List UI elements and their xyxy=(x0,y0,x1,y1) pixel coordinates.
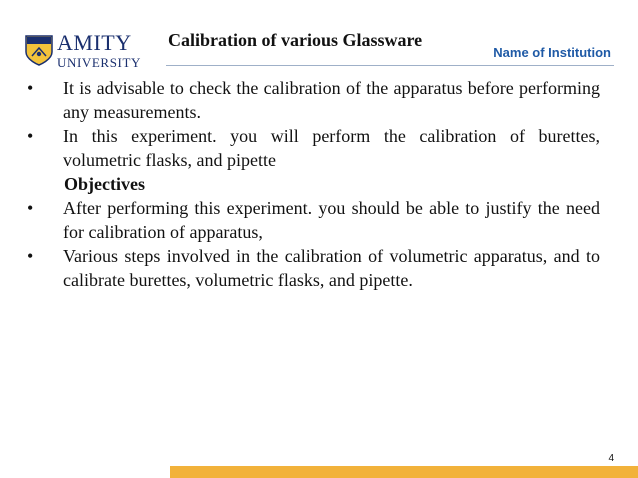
bullet-item xyxy=(26,196,600,244)
bullet-text: Various steps involved in the calibration of volumetric apparatus, and to calibrate burettes, volumetric flasks, and pipette. xyxy=(63,246,600,290)
bullet-item xyxy=(26,244,600,292)
objectives-heading: Objectives xyxy=(64,174,145,194)
institution-name: Name of Institution xyxy=(493,45,611,60)
bullet-item xyxy=(26,76,600,124)
amity-crest-icon xyxy=(24,34,54,66)
bullet-text: In this experiment. you will perform the calibration of burettes, volumetric flasks, and pipette xyxy=(63,126,600,170)
logo-sub-text: UNIVERSITY xyxy=(57,55,141,70)
bullet-icon: • xyxy=(27,198,34,218)
bullet-icon: • xyxy=(27,246,34,266)
logo-text xyxy=(57,32,141,69)
bullet-icon: • xyxy=(27,78,34,98)
bullet-text: It is advisable to check the calibration of the apparatus before performing any measurements. xyxy=(63,78,600,122)
logo-main-text: AMITY xyxy=(57,30,132,55)
bullet-item xyxy=(26,124,600,172)
bullet-icon: • xyxy=(27,126,34,146)
bullet-text: After performing this experiment. you should be able to justify the need for calibration of apparatus, xyxy=(63,198,600,242)
page-number: 4 xyxy=(608,453,614,464)
slide-title: Calibration of various Glassware xyxy=(168,30,423,50)
footer-accent-bar xyxy=(170,466,638,478)
slide-body xyxy=(26,76,600,292)
header-divider xyxy=(166,65,614,66)
amity-logo xyxy=(24,32,139,68)
